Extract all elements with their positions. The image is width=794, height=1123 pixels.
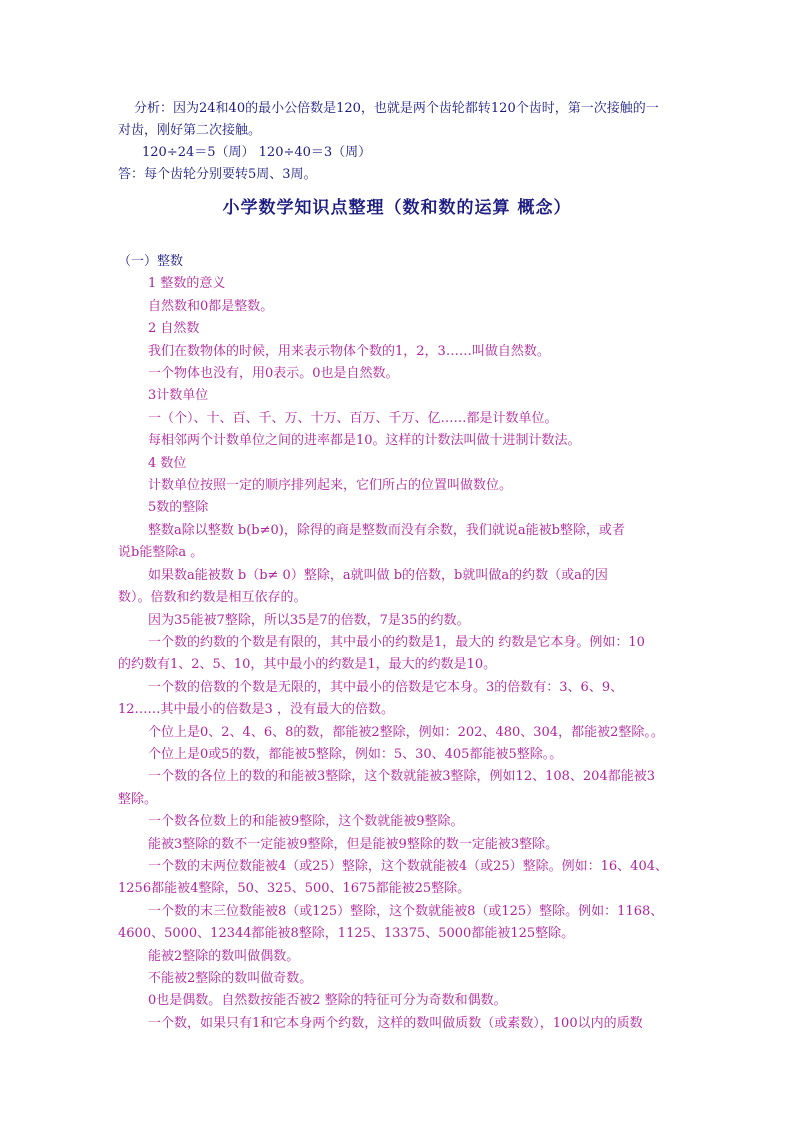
content-line: 自然数和0都是整数。	[148, 298, 274, 314]
example-analysis	[118, 98, 688, 186]
content-line: 的约数有1、2、5、10，其中最小的约数是1，最大的约数是10。	[118, 657, 497, 673]
content-line: 一个数各位数上的和能被9整除，这个数就能被9整除。	[148, 814, 464, 830]
answer-line: 答：每个齿轮分别要转5周、3周。	[118, 167, 317, 182]
section-heading: （一）整数	[118, 254, 184, 269]
content-line: 一个数的倍数的个数是无限的，其中最小的倍数是它本身。3的倍数有：3、6、9、	[148, 679, 624, 695]
content-line: 4 数位	[148, 455, 187, 471]
content-line: 0也是偶数。自然数按能否被2 整除的特征可分为奇数和偶数。	[148, 993, 507, 1009]
content-line: 每相邻两个计数单位之间的进率都是10。这样的计数法叫做十进制计数法。	[148, 433, 581, 449]
content-line: 4600、5000、12344都能被8整除，1125、13375、5000都能被125整除。	[118, 926, 575, 942]
content-line: 一个数的各位上的数的和能被3整除，这个数就能被3整除，例如12、108、204都能被3	[148, 769, 655, 785]
content-line: 整除。	[118, 791, 158, 807]
analysis-line: 分析：因为24和40的最小公倍数是120，也就是两个齿轮都转120个齿时，第一次接触的一	[134, 101, 659, 116]
content-line: 因为35能被7整除，所以35是7的倍数，7是35的约数。	[148, 612, 470, 628]
content-line: 不能被2整除的数叫做奇数。	[148, 971, 313, 986]
content-line: 个位上是0、2、4、6、8的数，都能被2整除，例如：202、480、304，都能被2整除。。	[148, 724, 664, 740]
content-line: 一个数，如果只有1和它本身两个约数，这样的数叫做质数（或素数），100以内的质数	[148, 1015, 643, 1031]
calculation-line: 120÷24＝5（周） 120÷40＝3（周）	[142, 145, 372, 160]
content-line: 整数a除以整数 b(b≠0)，除得的商是整数而没有余数，我们就说a能被b整除，或者	[148, 522, 625, 538]
knowledge-content	[118, 251, 688, 1035]
content-line: 12……其中最小的倍数是3 ，没有最大的倍数。	[118, 702, 394, 718]
analysis-line: 对齿，刚好第二次接触。	[118, 123, 262, 138]
content-line: 1256都能被4整除，50、325、500、1675都能被25整除。	[118, 881, 471, 897]
content-line: 一个物体也没有，用0表示。0也是自然数。	[148, 366, 399, 382]
content-line: 一（个）、十、百、千、万、十万、百万、千万、亿……都是计数单位。	[148, 410, 558, 426]
content-line: 个位上是0或5的数，都能被5整除，例如：5、30、405都能被5整除。。	[148, 746, 563, 762]
content-line: 3计数单位	[148, 388, 209, 404]
page-title: 小学数学知识点整理（数和数的运算 概念）	[222, 198, 572, 218]
content-line: 计数单位按照一定的顺序排列起来，它们所占的位置叫做数位。	[148, 478, 513, 494]
content-line: 5数的整除	[148, 500, 209, 516]
content-line: 数）。倍数和约数是相互依存的。	[118, 590, 307, 606]
content-line: 一个数的约数的个数是有限的，其中最小的约数是1，最大的 约数是它本身。例如：10	[148, 634, 645, 650]
content-line: 2 自然数	[148, 321, 200, 337]
content-line: 能被2整除的数叫做偶数。	[148, 948, 300, 964]
content-line: 说b能整除a 。	[118, 545, 204, 561]
content-line: 一个数的末三位数能被8（或125）整除，这个数就能被8（或125）整除。例如：1168、	[148, 903, 664, 919]
content-line: 能被3整除的数不一定能被9整除，但是能被9整除的数一定能被3整除。	[148, 836, 559, 852]
content-line: 如果数a能被数 b（b≠ 0）整除，a就叫做 b的倍数，b就叫做a的约数（或a的因	[148, 567, 608, 583]
content-line: 一个数的末两位数能被4（或25）整除，这个数就能被4（或25）整除。例如：16、404、	[148, 858, 668, 874]
content-line: 1 整数的意义	[148, 276, 226, 292]
content-line: 我们在数物体的时候，用来表示物体个数的1，2，3……叫做自然数。	[148, 343, 550, 359]
